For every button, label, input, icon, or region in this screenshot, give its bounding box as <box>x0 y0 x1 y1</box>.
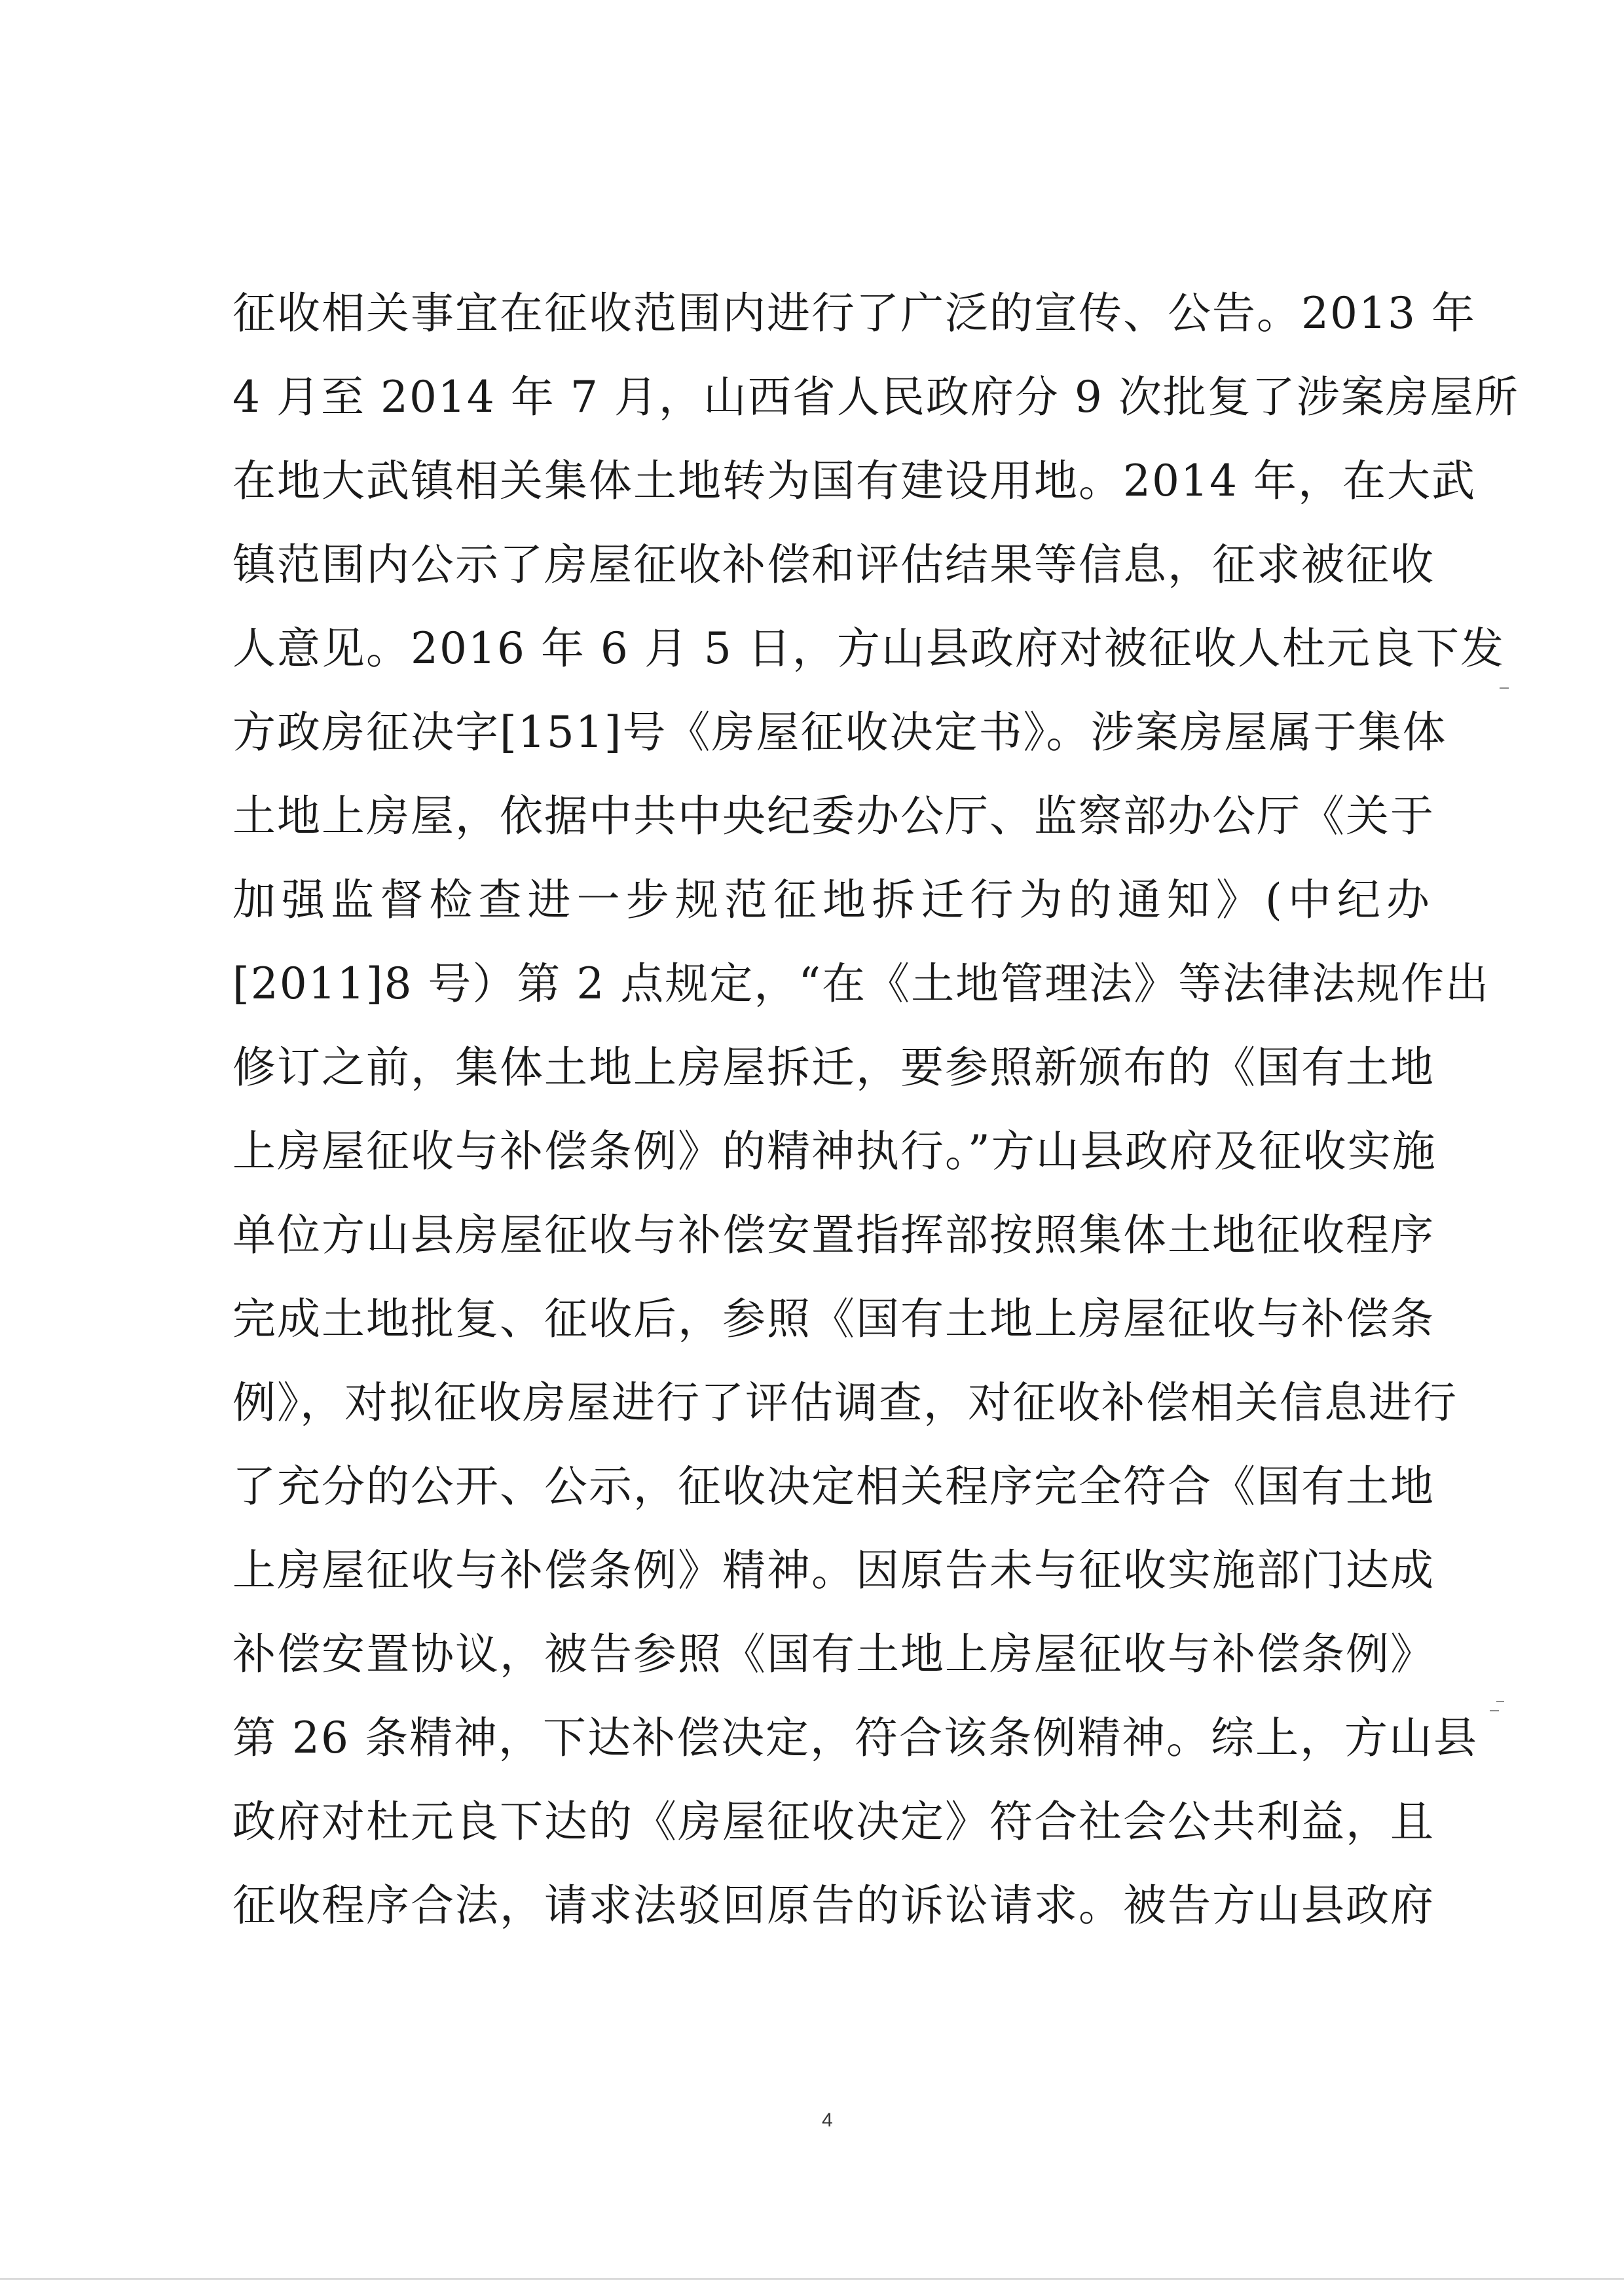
body-text <box>232 272 1519 1948</box>
text-line: 单位方山县房屋征收与补偿安置指挥部按照集体土地征收程序 <box>232 1210 1435 1260</box>
text-line: 在地大武镇相关集体土地转为国有建设用地。2014 年，在大武 <box>232 456 1476 506</box>
text-line: 方政房征决字[151]号《房屋征收决定书》。涉案房屋属于集体 <box>232 707 1447 757</box>
text-line: 政府对杜元良下达的《房屋征收决定》符合社会公共利益，且 <box>232 1796 1435 1847</box>
text-line: 4 月至 2014 年 7 月，山西省人民政府分 9 次批复了涉案房屋所 <box>232 372 1519 422</box>
text-line: 征收相关事宜在征收范围内进行了广泛的宣传、公告。2013 年 <box>232 288 1476 338</box>
text-line: 完成土地批复、征收后，参照《国有土地上房屋征收与补偿条 <box>232 1294 1435 1344</box>
text-line: 土地上房屋，依据中共中央纪委办公厅、监察部办公厅《关于 <box>232 791 1435 841</box>
text-line: 了充分的公开、公示，征收决定相关程序完全符合《国有土地 <box>232 1461 1435 1512</box>
page-number: 4 <box>822 2109 833 2131</box>
text-line: 镇范围内公示了房屋征收补偿和评估结果等信息，征求被征收 <box>232 539 1435 590</box>
text-line: 例》，对拟征收房屋进行了评估调查，对征收补偿相关信息进行 <box>232 1377 1458 1428</box>
text-line: 征收程序合法，请求法驳回原告的诉讼请求。被告方山县政府 <box>232 1880 1435 1931</box>
text-line: 上房屋征收与补偿条例》的精神执行。”方山县政府及征收实施 <box>232 1126 1437 1176</box>
text-line: 加强监督检查进一步规范征地拆迁行为的通知》(中纪办 <box>232 875 1431 925</box>
text-line: 补偿安置协议，被告参照《国有土地上房屋征收与补偿条例》 <box>232 1629 1435 1679</box>
text-line: 第 26 条精神，下达补偿决定，符合该条例精神。综上，方山县 <box>232 1713 1478 1763</box>
scan-mark <box>1490 1710 1499 1711</box>
scan-mark <box>1496 1701 1504 1702</box>
text-line: 上房屋征收与补偿条例》精神。因原告未与征收实施部门达成 <box>232 1545 1435 1595</box>
text-line: 人意见。2016 年 6 月 5 日，方山县政府对被征收人杜元良下发 <box>232 623 1505 674</box>
scan-edge <box>0 2278 1624 2280</box>
text-line: 修订之前，集体土地上房屋拆迁，要参照新颁布的《国有土地 <box>232 1042 1435 1093</box>
text-line: [2011]8 号）第 2 点规定，“在《土地管理法》等法律法规作出 <box>232 958 1490 1009</box>
scan-mark <box>1500 687 1509 689</box>
